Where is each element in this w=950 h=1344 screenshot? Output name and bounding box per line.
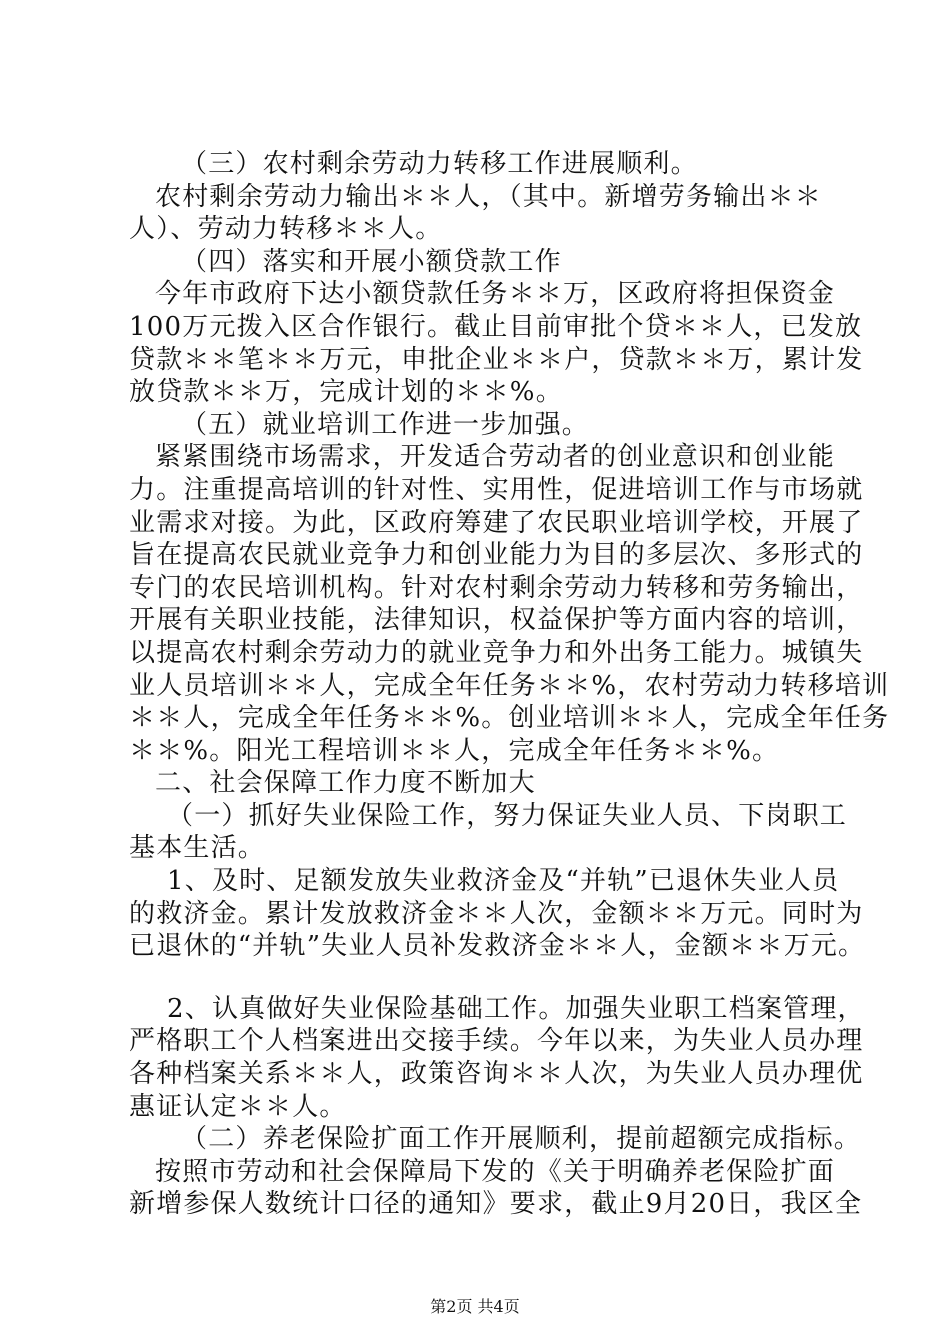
paragraph-line: 紧紧围绕市场需求，开发适合劳动者的创业意识和创业能 [155, 442, 836, 473]
paragraph-line: 旨在提高农民就业竞争力和创业能力为目的多层次、多形式的 [129, 540, 864, 571]
paragraph-line: 农村剩余劳动力输出＊＊人，（其中。新增劳务输出＊＊ [155, 181, 823, 212]
paragraph-line: 业人员培训＊＊人，完成全年任务＊＊%，农村劳动力转移培训 [129, 670, 890, 701]
paragraph-line: 100万元拨入区合作银行。截止目前审批个贷＊＊人，已发放 [129, 311, 863, 342]
heading-small-loans: （四）落实和开展小额贷款工作 [181, 246, 562, 277]
heading-unemployment-insurance: （一）抓好失业保险工作，努力保证失业人员、下岗职工 [167, 800, 848, 831]
paragraph-line: 新增参保人数统计口径的通知》要求，截止9月20日，我区全 [129, 1189, 863, 1220]
paragraph-line: ＊＊%。阳光工程培训＊＊人，完成全年任务＊＊%。 [129, 735, 780, 766]
paragraph-line: 按照市劳动和社会保障局下发的《关于明确养老保险扩面 [155, 1156, 836, 1187]
heading-rural-labor-transfer: （三）农村剩余劳动力转移工作进展顺利。 [181, 149, 698, 179]
paragraph-line: ＊＊人，完成全年任务＊＊%。创业培训＊＊人，完成全年任务 [129, 703, 890, 734]
paragraph-line: 专门的农民培训机构。针对农村剩余劳动力转移和劳务输出， [129, 572, 864, 603]
paragraph-line: 严格职工个人档案进出交接手续。今年以来，为失业人员办理 [129, 1026, 864, 1057]
paragraph-line: 惠证认定＊＊人。 [129, 1091, 347, 1122]
paragraph-line: 1、及时、足额发放失业救济金及“并轨”已退休失业人员 [167, 866, 840, 897]
paragraph-line: 已退休的“并轨”失业人员补发救济金＊＊人，金额＊＊万元。 [129, 931, 866, 962]
paragraph-line: 人）、劳动力转移＊＊人。 [129, 214, 443, 245]
paragraph-gap [129, 963, 834, 993]
paragraph-line: 放贷款＊＊万，完成计划的＊＊%。 [129, 377, 563, 408]
paragraph-line: 贷款＊＊笔＊＊万元，申批企业＊＊户，贷款＊＊万，累计发 [129, 344, 864, 375]
paragraph-line: 的救济金。累计发放救济金＊＊人次，金额＊＊万元。同时为 [129, 898, 864, 929]
paragraph-line: 2、认真做好失业保险基础工作。加强失业职工档案管理， [167, 993, 865, 1024]
paragraph-line: 各种档案关系＊＊人，政策咨询＊＊人次，为失业人员办理优 [129, 1059, 864, 1090]
heading-employment-training: （五）就业培训工作进一步加强。 [181, 409, 590, 440]
heading-social-security: 二、社会保障工作力度不断加大 [155, 768, 536, 799]
page-number-footer: 第2页 共4页 [430, 1297, 520, 1316]
paragraph-line: 以提高农村剩余劳动力的就业竞争力和外出务工能力。城镇失 [129, 637, 864, 668]
paragraph-line: 今年市政府下达小额贷款任务＊＊万，区政府将担保资金 [155, 279, 836, 310]
paragraph-line: 基本生活。 [129, 833, 266, 864]
document-body [129, 148, 890, 1221]
paragraph-line: 力。注重提高培训的针对性、实用性，促进培训工作与市场就 [129, 474, 864, 505]
paragraph-line: 开展有关职业技能，法律知识，权益保护等方面内容的培训， [129, 605, 864, 636]
paragraph-line: 业需求对接。为此，区政府筹建了农民职业培训学校，开展了 [129, 507, 864, 538]
heading-pension-insurance: （二）养老保险扩面工作开展顺利，提前超额完成指标。 [181, 1124, 862, 1155]
